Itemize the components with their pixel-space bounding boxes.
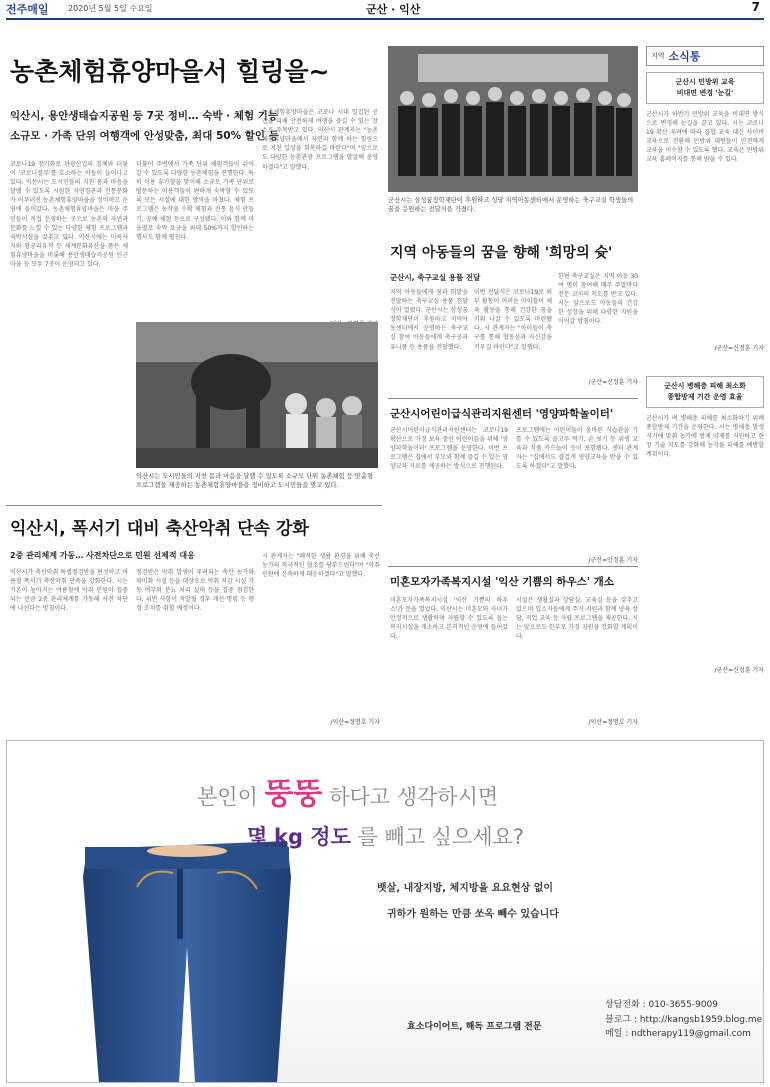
ad-line1-pre: 본인이 <box>197 785 258 809</box>
ad-contact <box>605 998 762 1042</box>
ad-email-link[interactable]: 메일 : ndtherapy119@gmail.com <box>605 1029 751 1039</box>
ad-headline-1 <box>197 769 498 813</box>
page-number: 7 <box>751 0 760 14</box>
sidebar-box-2 <box>646 376 764 408</box>
sidebar-news-column <box>646 46 764 732</box>
story-b-col-2: 프로그램에는 어린이들이 올바른 식습관을 기를 수 있도록 골고루 먹기, 손 씻기 등 위생 교육과 식품 카드놀이 등이 포함됐다. 센터 관계자는 "집에서도 즐겁게 영양교육을 받을 수 있도록 하겠다"고 말했다. <box>516 427 638 471</box>
story-a-photo-image <box>388 46 638 192</box>
lead-photo-caption: 익산시는 도시민들의 지친 몸과 마음을 달랠 수 있도록 소규모 단위 농촌체험 등 맞춤형 프로그램을 제공하는 농촌체험휴양마을을 정비하고 도시민들을 맞고 있다. <box>136 473 373 490</box>
sidebar-text-1: 군산시가 하반기 민방위 교육을 비대면 방식으로 변경해 눈길을 끌고 있다. 시는 코로나19 확산 우려에 따라 집합 교육 대신 사이버 교육으로 전환해 민방위 대원들이 안전하게 교육을 이수할 수 있도록 했다. 교육은 민방위 교육 홈페이지를 통해 받을 수 있다. <box>646 111 764 164</box>
diet-advertisement[interactable] <box>6 740 764 1083</box>
story-a-caption: 군산시는 삼성꿈장학재단이 후원하고 성당 지역아동센터에서 운영하는 축구교실 학생들의 꿈을 응원하는 전달식을 가졌다. <box>388 197 634 214</box>
story-d-headline: 익산시, 폭서기 대비 축산악취 단속 강화 <box>10 519 309 539</box>
ad-line2-c: 를 빼고 싶으세요? <box>357 825 525 849</box>
divider <box>6 505 382 506</box>
story-d-subhead: 2중 관리체계 가동… 사전차단으로 민원 선제적 대응 <box>10 551 195 560</box>
story-b-byline: /군산=안정훈 기자 <box>588 557 638 564</box>
header-rule <box>6 18 764 20</box>
sidebar-box-1-line-2: 비대면 변경 '눈길' <box>676 89 734 97</box>
ad-line2-b: kg 정도 <box>273 825 351 849</box>
issue-date: 2020년 5월 5일 수요일 <box>68 4 153 13</box>
story-a-col-3: 한편 축구교실은 지역 아동 30여 명이 참여해 매주 주말마다 전문 코치의 지도를 받고 있다. 시는 앞으로도 아동들의 건강한 성장을 위해 다양한 지원을 이어갈 방침이다. <box>558 273 638 326</box>
sidebar-label: 지역 <box>651 52 665 60</box>
lead-col-3: 농촌체험휴양마을은 코로나 시대 밀집된 공간을 피해 안전하게 여행을 즐길 수 있는 장소로 주목받고 있다. 익산시 관계자는 "농촌체험휴양마을에서 자연과 함께 하는 힐링으로 지친 일상을 회복하길 바란다"며 "앞으로도 다양한 농촌관광 프로그램을 발굴해 운영하겠다"고 말했다. <box>262 109 378 171</box>
story-d-col-2: 점검반은 악취 발생이 우려되는 축산 농가와 퇴비화 시설 등을 대상으로 악취 저감 시설 가동 여부와 분뇨 처리 실태 등을 집중 점검한다. 위반 사항이 적발될 경우 개선 명령 등 행정 조치를 취할 예정이다. <box>136 569 254 613</box>
story-a-kicker: 군산시, 축구교실 용품 전달 <box>390 273 481 282</box>
story-b-col-1: 군산시어린이급식관리지원센터는 코로나19 확산으로 가정 보육 중인 어린이들을 위해 '영양파학놀이터' 프로그램을 운영한다. 이번 프로그램은 집에서 부모와 함께 즐길 수 있는 영양교육 자료를 제공하는 방식으로 진행된다. <box>390 427 508 471</box>
lead-col-1-cont <box>10 322 130 468</box>
ad-line1-emphasis: 뚱뚱 <box>264 777 323 812</box>
ad-headline-2 <box>247 821 524 851</box>
story-d-col-3: 시 관계자는 "쾌적한 생활 환경을 위해 축산 농가의 적극적인 협조를 당부드린다"며 "악취 민원에 신속하게 대응하겠다"고 말했다. <box>262 553 380 579</box>
divider <box>388 398 638 399</box>
ad-copy-2: 귀하가 원하는 만큼 쏘옥 빼수 있습니다 <box>387 909 559 920</box>
sidebar-box-1-line-1: 군산시 민방위 교육 <box>675 78 735 86</box>
sidebar-box-2-line-2: 종합방제 기간 운영 효율 <box>667 393 743 401</box>
sidebar-box-2-line-1: 군산시 병해충 피해 최소화 <box>664 382 746 390</box>
sidebar-box-1 <box>646 72 764 104</box>
lead-headline: 농촌체험휴양마을서 힐링을~ <box>10 57 330 86</box>
story-a-col-2: 이번 전달식은 코로나19로 외부 활동이 어려운 아이들이 체육 활동을 통해 건강한 꿈을 키워 나갈 수 있도록 마련됐다. 시 관계자는 "아이들이 축구를 통해 협동심과 자신감을 키우길 바란다"고 말했다. <box>474 289 552 351</box>
lead-photo-image <box>136 322 378 468</box>
story-b-headline: 군산시어린이급식관리지원센터 '영양파학놀이터' <box>390 408 614 420</box>
newspaper-logo: 전주매일 <box>6 3 49 16</box>
story-c-headline: 미혼모자가족복지시설 '익산 기쁨의 하우스' 개소 <box>390 576 614 588</box>
story-d-byline: /익산=정명호 기자 <box>330 719 380 726</box>
sidebar-header <box>646 46 764 66</box>
ad-blog-link[interactable]: 블로그 : http://kangsb1959.blog.me <box>605 1014 763 1025</box>
lead-col-2: 더불어 주변에서 가족 단위 체험객들이 쉬어갈 수 있도록 다양한 농촌체험을 진행한다. 특히 이용 휴가철을 맞이해 소규모 가족 단위로 방문하는 이용객들이 편하게 숙박할 수 있도록 모든 시설에 대한 방역을 마쳤다. 체험 프로그램은 농작물 수확 체험과 전통 음식 만들기, 공예 체험 등으로 구성됐다. 이와 함께 마을별로 숙박 요금을 최대 50%까지 할인하는 행사도 함께 펼친다. <box>136 161 254 241</box>
sidebar-byline-1: /군산=신정훈 기자 <box>714 345 764 352</box>
lead-subhead-1: 익산시, 용안생태습지공원 등 7곳 정비… 숙박 · 체험 기능 <box>10 110 279 122</box>
ad-line2-a: 몇 <box>247 825 268 849</box>
story-d-col-1: 익산시가 축산악취 특별점검반을 편성하고 여름철 폭서기 축산악취 단속을 강화한다. 시는 기온이 높아지는 여름철에 악취 민원이 집중되는 만큼 2중 관리체계를 가동해 사전 차단에 나선다는 방침이다. <box>10 569 128 613</box>
story-c-col-2: 시설은 생활실과 상담실, 교육실 등을 갖추고 있으며 입소자들에게 주거 지원과 함께 양육 상담, 직업 교육 등 자립 프로그램을 제공한다. 시는 앞으로도 한부모 가정 지원을 강화할 계획이다. <box>516 597 638 641</box>
lead-col-1: 코로나19 장기화로 관광산업의 침체와 더불어 '코로나블루'를 호소하는 이들이 늘어나고 있다. 익산시는 도시민들의 지친 몸과 마음을 달랠 수 있도록 시원한 자연경관과 전통문화가 어우러진 농촌체험휴양마을을 정비하고 운영에 들어갔다. 농촌체험휴양마을은 마을 주민들이 직접 운영하는 곳으로 농촌의 자연과 문화를 느낄 수 있는 다양한 체험 프로그램과 숙박시설을 갖추고 있다. 익산시에는 미륵사지와 왕궁리유적 등 세계문화유산을 품은 체험휴양마을을 비롯해 용안생태습지공원 인근 마을 등 모두 7곳이 운영되고 있다. <box>10 161 128 269</box>
ad-phone[interactable]: 상담전화 : 010-3655-9009 <box>605 1000 719 1010</box>
ad-program: 효소다이어트, 해독 프로그램 전문 <box>407 1022 542 1032</box>
story-c-byline: /익산=정명호 기자 <box>588 719 638 726</box>
sidebar-byline-2: /군산=신정훈 기자 <box>714 667 764 674</box>
masthead <box>6 0 764 18</box>
section-title: 군산 · 익산 <box>366 3 421 16</box>
lead-subhead-2: 소규모 · 가족 단위 여행객에 안성맞춤, 최대 50% 할인 등 <box>10 130 279 142</box>
story-a-byline: /군산=신정훈 기자 <box>588 379 638 386</box>
story-a-headline: 지역 아동들의 꿈을 향해 '희망의 슛' <box>390 245 613 261</box>
story-c-col-1: 미혼모자가족복지시설 '익산 기쁨의 하우스'가 문을 열었다. 익산시는 미혼모와 자녀가 안정적으로 생활하며 자립할 수 있도록 돕는 복지시설을 개소하고 본격적인 운영에 들어갔다. <box>390 597 508 641</box>
story-a-photo <box>388 46 638 192</box>
ad-copy-1: 뱃살, 내장지방, 체지방을 요요현상 없이 <box>377 883 554 894</box>
lead-photo <box>136 322 378 468</box>
ad-line1-post: 하다고 생각하시면 <box>329 785 499 809</box>
divider <box>388 566 638 567</box>
sidebar-title: 소식통 <box>668 50 701 63</box>
sidebar-text-2: 군산시가 벼 병해충 피해를 최소화하기 위해 종합방제 기간을 운영한다. 시는 병해충 발생 시기에 맞춰 농가에 방제 약제를 지원하고 현장 기술 지도를 강화해 농작물 피해를 예방할 계획이다. <box>646 415 764 459</box>
jeans-image <box>77 837 297 1083</box>
story-a-col-1: 지역 아동들에게 꿈과 희망을 전달하는 축구교실 용품 전달식이 열렸다. 군산시는 삼성꿈장학재단이 후원하고 지역아동센터에서 운영하는 축구교실 참여 아동들에게 축구공과 유니폼 등 용품을 전달했다. <box>390 289 468 351</box>
